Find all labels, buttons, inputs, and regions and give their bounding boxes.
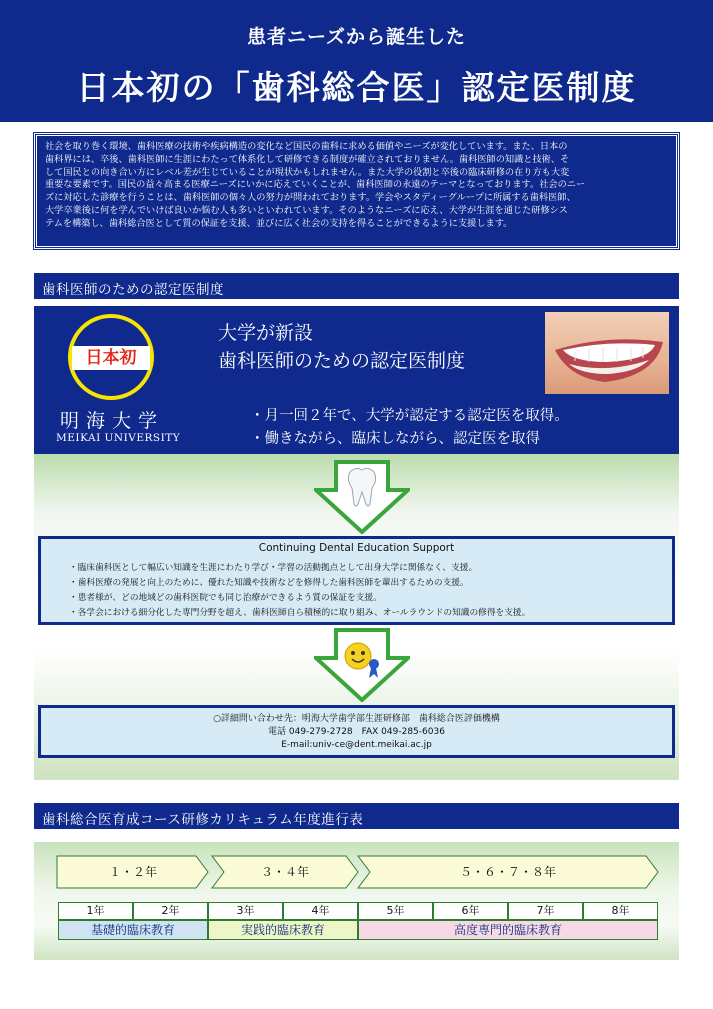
intro-line: 社会を取り巻く環境、歯科医療の技術や疾病構造の変化など国民の歯科に求める価値やニーズが変化しています。また、日本の — [45, 141, 568, 152]
year-cell: 1年 — [58, 902, 133, 920]
phase-label: ５・６・７・８年 — [459, 865, 556, 879]
contact-email[interactable]: E-mail:univ-ce@dent.meikai.ac.jp — [281, 740, 432, 750]
header-subtitle: 患者ニーズから誕生した — [246, 26, 467, 48]
stage-advanced: 高度専門的臨床教育 — [358, 920, 658, 940]
feature-panel — [34, 306, 679, 454]
panel-title-line1: 大学が新設 — [218, 322, 314, 344]
support-title: Continuing Dental Education Support — [258, 542, 455, 554]
support-box — [38, 536, 675, 625]
university-name-jp: 明海大学 — [60, 410, 165, 432]
intro-line: 重要な要素です。国民の益々高まる医療ニーズにいかに応えていくことが、歯科医師の永遠のテーマとなっております。社会のニー — [45, 179, 586, 191]
year-cell: 8年 — [583, 902, 658, 920]
year-cell: 7年 — [508, 902, 583, 920]
year-cell: 3年 — [208, 902, 283, 920]
header-banner — [0, 0, 713, 122]
stage-practical: 実践的臨床教育 — [208, 920, 358, 940]
panel-title-line2: 歯科医師のための認定医制度 — [218, 350, 466, 372]
japan-first-badge — [68, 314, 154, 400]
support-item: ・臨床歯科医として幅広い知識を生涯にわたり学び・学習の活動拠点として出身大学に関係なく、支援。 — [69, 563, 478, 573]
section-heading-certification: 歯科医師のための認定医制度 — [34, 273, 679, 299]
intro-line: して国民との向き合い方にレベル差が生じていることが現状かもしれません。また大学の役割と卒後の臨床研修の在り方も大変 — [45, 166, 570, 178]
year-cell: 4年 — [283, 902, 358, 920]
badge-label: 日本初 — [72, 346, 150, 370]
panel-bullet-1: ・月一回２年で、大学が認定する認定医を取得。 — [250, 408, 569, 424]
stage-basic: 基礎的臨床教育 — [58, 920, 208, 940]
intro-line: テムを構築し、歯科総合医として質の保証を支援、並びに広く社会の支持を得ることができるように支援します。 — [45, 217, 513, 229]
contact-line: ○詳細問い合わせ先：明海大学歯学部生涯研修部 歯科総合医評価機構 — [213, 714, 500, 724]
phase-label: １・２年 — [108, 865, 157, 879]
intro-text-box — [34, 133, 679, 249]
section-heading-curriculum: 歯科総合医育成コース研修カリキュラム年度進行表 — [34, 803, 679, 829]
contact-box — [38, 705, 675, 758]
intro-line: ズに対応した診療を行うことは、歯科医師の個々人の努力が問われております。学会やスタディーグループに所属する歯科医師、 — [45, 192, 576, 204]
phase-label: ３・４年 — [260, 865, 309, 879]
down-arrow-icon — [314, 460, 410, 534]
header-title: 日本初の「歯科総合医」認定医制度 — [76, 68, 637, 107]
panel-bullet-2: ・働きながら、臨床しながら、認定医を取得 — [250, 431, 540, 447]
year-cell: 2年 — [133, 902, 208, 920]
year-cell: 5年 — [358, 902, 433, 920]
support-item: ・患者様が、どの地域どの歯科医院でも同じ治療ができるよう質の保証を支援。 — [69, 593, 382, 603]
intro-line: 歯科界には、卒後、歯科医師に生涯にわたって体系化して研修できる制度が確立されておりません。歯科医師の知識と技術、そ — [45, 153, 570, 165]
year-cell: 6年 — [433, 902, 508, 920]
down-arrow-icon — [314, 628, 410, 702]
intro-line: 大学卒業後に何を学んでいけば良いか悩む人も多いといわれています。そのようなニーズに応え、大学が生涯を通じた研修シス — [45, 204, 568, 216]
contact-phone: 電話 049-279-2728 FAX 049-285-6036 — [268, 727, 445, 737]
support-item: ・各学会における細分化した専門分野を超え、歯科医師自ら積極的に取り組み、オールラウンドの知識の修得を支援。 — [69, 608, 531, 618]
university-name-en: MEIKAI UNIVERSITY — [56, 432, 181, 444]
smile-photo — [545, 312, 669, 394]
support-item: ・歯科医療の発展と向上のために、優れた知識や技術などを修得した歯科医師を輩出するための支援。 — [69, 578, 469, 588]
